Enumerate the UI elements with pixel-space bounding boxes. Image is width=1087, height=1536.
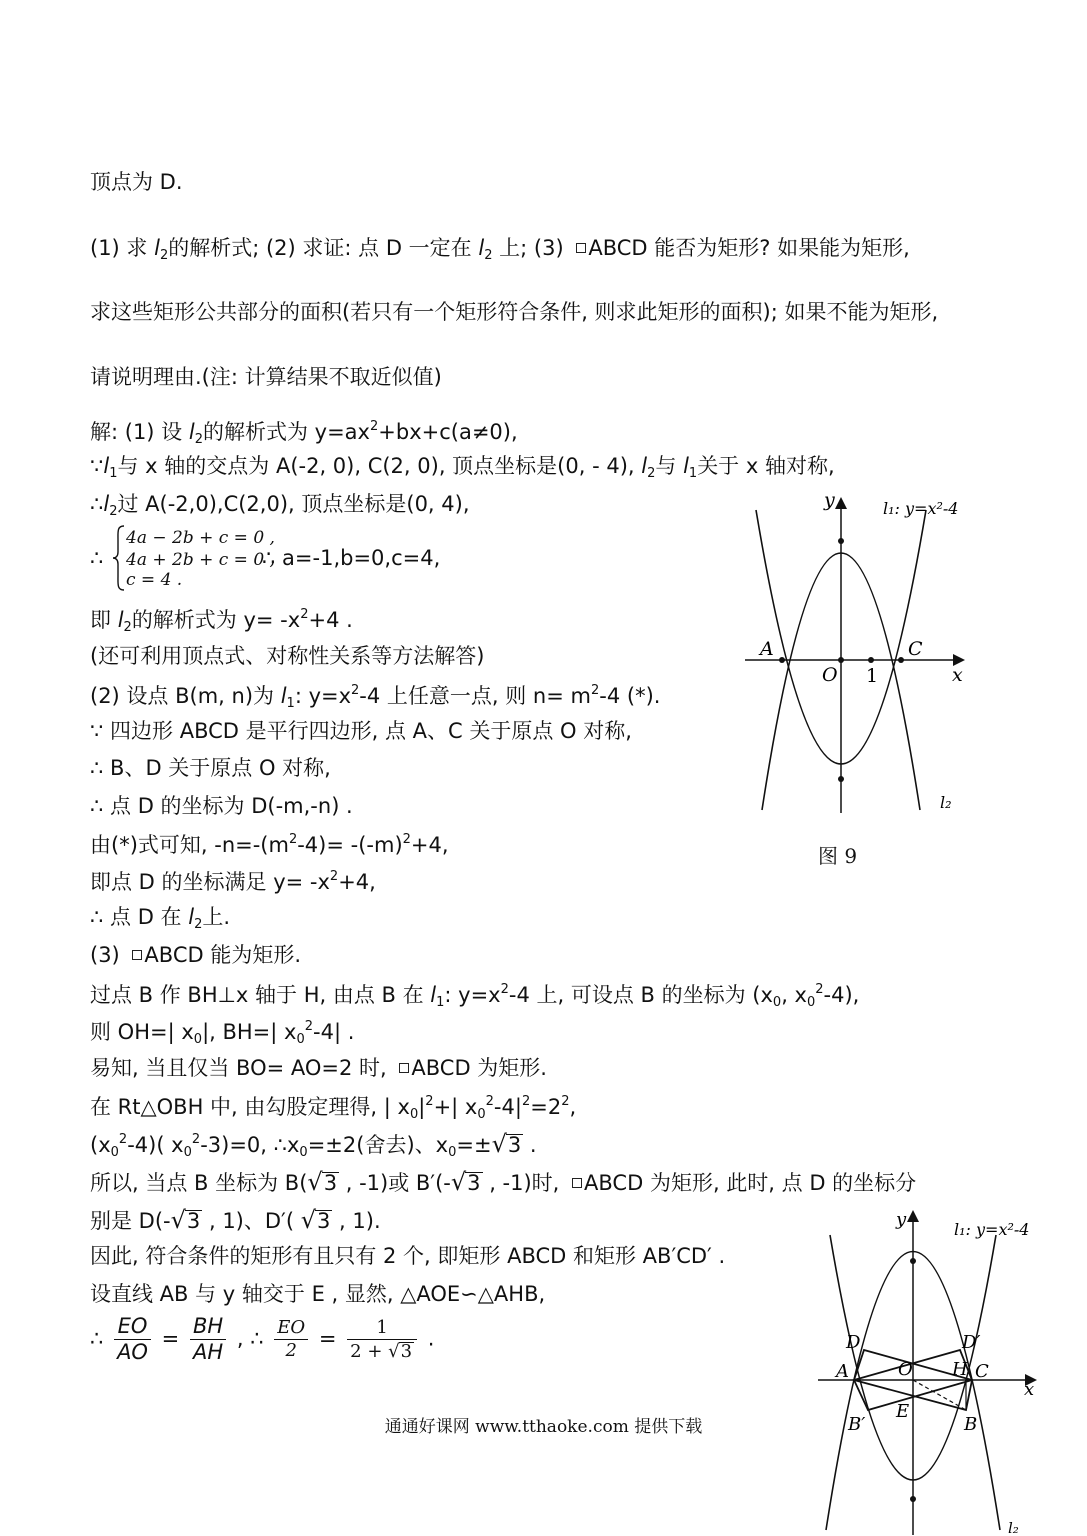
system-eq-3: c = 4 . <box>126 570 183 590</box>
svg-text:y: y <box>896 1209 907 1230</box>
page-footer: 通通好课网 www.tthaoke.com 提供下载 <box>384 1417 703 1437</box>
solution-line-5: 即 $l_2$的解析式为 $y= -x^2+4$ . <box>90 607 353 635</box>
solution-line-2: $\because l_1$与 x 轴的交点为 A(-2, 0), C(2, 0), 顶点坐标是(0, - 4), $l_2$与 $l_1$关于 x 轴对称, <box>90 454 835 481</box>
solution-line-15: 过点 B 作 BH⊥x 轴于 H, 由点 B 在 $l_1$: $y=x^2-4$ 上, 可设点 B 的坐标为 ($x_0$, $x_0^2-4$), <box>90 982 860 1010</box>
svg-text:l₁: y=x²-4: l₁: y=x²-4 <box>954 1220 1030 1239</box>
svg-text:H: H <box>952 1359 968 1380</box>
solution-line-10: ∴ 点 D 的坐标为 D(-m,-n) . <box>90 794 353 818</box>
solution-line-17: 易知, 当且仅当 BO= AO=2 时, ABCD 为矩形. <box>90 1056 547 1080</box>
solution-line-9: ∴ B、D 关于原点 O 对称, <box>90 756 331 780</box>
svg-text:l₂: l₂ <box>1008 1519 1019 1536</box>
solution-line-11: 由(*)式可知, $-n=-(m^2-4)= -(-m)^2+4$, <box>90 832 449 857</box>
solution-line-13: ∴ 点 D 在 $l_2$上. <box>90 905 231 932</box>
svg-text:D: D <box>846 1332 861 1353</box>
svg-text:x: x <box>952 664 963 686</box>
svg-text:A: A <box>760 638 774 660</box>
text-line-1: 顶点为 D. <box>90 170 183 194</box>
svg-text:1: 1 <box>866 665 879 687</box>
figure-10 <box>812 1205 1052 1536</box>
svg-text:l₁: y=x²-4: l₁: y=x²-4 <box>883 499 959 518</box>
solution-line-1: 解: (1) 设 $l_2$的解析式为 $y=ax^2+bx+c(a\ne 0)$, <box>90 419 518 447</box>
svg-text:l₂: l₂ <box>940 793 952 812</box>
svg-text:B′: B′ <box>848 1414 866 1435</box>
svg-text:D′: D′ <box>962 1332 981 1353</box>
text-line-4: 请说明理由.(注: 计算结果不取近似值) <box>90 365 442 389</box>
solution-line-22: 因此, 符合条件的矩形有且只有 2 个, 即矩形 ABCD 和矩形 AB′CD′ . <box>90 1244 726 1268</box>
figure-9 <box>740 488 980 828</box>
solution-line-18: 在 Rt△OBH 中, 由勾股定理得, | $x_0|^2+|$ $x_0^2-4|^2=2^2$, <box>90 1094 577 1122</box>
solution-line-14: (3) ABCD 能为矩形. <box>90 943 302 967</box>
solution-line-6: (还可利用顶点式、对称性关系等方法解答) <box>90 644 485 668</box>
text-line-2: (1) 求 $l_2$的解析式; (2) 求证: 点 D 一定在 $l_2$ 上; (3) ABCD 能否为矩形? 如果能为矩形, <box>90 236 910 263</box>
system-result: ∴ a=-1,b=0,c=4, <box>262 546 441 570</box>
system-eq-2: 4a + 2b + c = 0 , <box>126 550 275 570</box>
svg-text:C: C <box>975 1361 989 1382</box>
text-line-3: 求这些矩形公共部分的面积(若只有一个矩形符合条件, 则求此矩形的面积); 如果不能为矩形, <box>90 300 939 324</box>
solution-line-19: $(x_0^2-4)$( $x_0^2-3)=0$, $\therefore x_0=\pm 2$(舍去)、$x_0=\pm√3$ . <box>90 1130 537 1160</box>
solution-line-16: 则 OH=| $x_0|$, BH=| $x_0^2-4|$ . <box>90 1019 355 1047</box>
figure-9-caption: 图 9 <box>818 844 858 868</box>
solution-line-23: 设直线 AB 与 y 轴交于 E , 显然, △AOE∽△AHB, <box>90 1282 546 1306</box>
solution-line-20: 所以, 当点 B 坐标为 B(√3 , -1)或 B′(-√3 , -1)时, ABCD 为矩形, 此时, 点 D 的坐标分 <box>90 1168 917 1196</box>
system-eq-1: 4a − 2b + c = 0 , <box>126 528 275 548</box>
svg-text:y: y <box>824 489 835 511</box>
svg-text:E: E <box>896 1401 910 1422</box>
solution-line-21: 别是 D(-√3 , 1)、D′( √3 , 1). <box>90 1206 381 1234</box>
svg-text:A: A <box>836 1361 849 1382</box>
solution-line-8: ∵ 四边形 ABCD 是平行四边形, 点 A、C 关于原点 O 对称, <box>90 719 632 743</box>
solution-line-24: ∴ $\frac{EO}{AO}$ = $\frac{BH}{AH}$ , ∴ $\frac{EO}{2}$ = $\frac{1}{2 + √3}$ . <box>90 1314 435 1364</box>
svg-text:C: C <box>908 638 923 660</box>
svg-text:O: O <box>898 1359 913 1380</box>
svg-text:B: B <box>964 1414 978 1435</box>
solution-line-7: (2) 设点 B(m, n)为 $l_1$: $y=x^2-4$ 上任意一点, 则 $n= m^2-4$ (*). <box>90 683 661 711</box>
svg-text:O: O <box>822 664 838 686</box>
solution-line-12: 即点 D 的坐标满足 $y= -x^2+4$, <box>90 869 376 894</box>
solution-line-3: $\therefore l_2$过 A(-2,0),C(2,0), 顶点坐标是(0, 4), <box>90 492 470 519</box>
parallelogram-symbol <box>576 243 586 253</box>
svg-text:x: x <box>1024 1379 1035 1400</box>
